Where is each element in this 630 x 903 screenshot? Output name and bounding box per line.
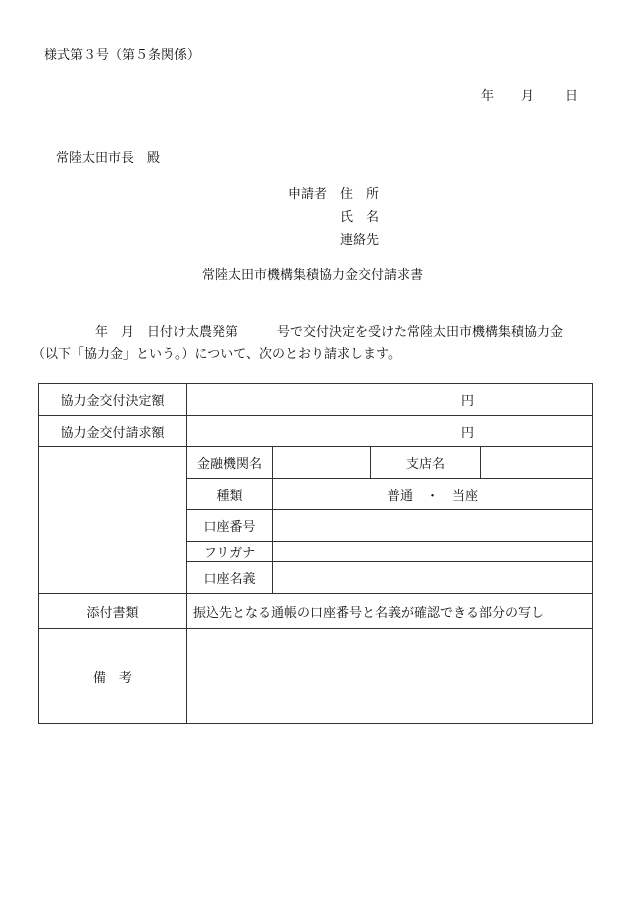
remarks-field[interactable] bbox=[187, 629, 593, 724]
furigana-label: フリガナ bbox=[187, 542, 273, 562]
body-line-2: （以下「協力金」という。）について、次のとおり請求します。 bbox=[32, 347, 401, 362]
account-type-options[interactable]: 普通 ・ 当座 bbox=[273, 479, 593, 510]
date-year: 年 bbox=[481, 89, 495, 104]
remarks-row bbox=[39, 629, 593, 724]
date-day: 日 bbox=[565, 89, 579, 104]
attachments-value: 振込先となる通帳の口座番号と名義が確認できる部分の写し bbox=[187, 594, 593, 629]
body-text bbox=[32, 322, 594, 366]
attachments-label: 添付書類 bbox=[39, 594, 187, 629]
applicant-block bbox=[288, 183, 379, 252]
decision-amount-label: 協力金交付決定額 bbox=[39, 384, 187, 416]
applicant-contact-label: 連絡先 bbox=[340, 233, 380, 248]
request-form-table bbox=[38, 383, 593, 724]
applicant-label: 申請者 bbox=[288, 187, 328, 202]
document-title: 常陸太田市機構集積協力金交付請求書 bbox=[202, 268, 424, 283]
branch-label: 支店名 bbox=[371, 447, 481, 479]
bank-section-blank bbox=[39, 447, 187, 594]
applicant-name-label: 氏 名 bbox=[340, 210, 380, 225]
form-number: 様式第３号（第５条関係） bbox=[44, 48, 201, 63]
request-amount-label: 協力金交付請求額 bbox=[39, 416, 187, 447]
date-line bbox=[481, 85, 578, 104]
bank-row bbox=[39, 447, 593, 479]
account-number-field[interactable] bbox=[273, 510, 593, 542]
account-holder-field[interactable] bbox=[273, 562, 593, 594]
branch-field[interactable] bbox=[481, 447, 593, 479]
request-amount-row bbox=[39, 416, 593, 447]
date-month: 月 bbox=[521, 89, 535, 104]
decision-amount-field[interactable]: 円 bbox=[187, 384, 593, 416]
account-type-label: 種類 bbox=[187, 479, 273, 510]
decision-amount-row bbox=[39, 384, 593, 416]
account-number-label: 口座番号 bbox=[187, 510, 273, 542]
attachments-row bbox=[39, 594, 593, 629]
account-holder-label: 口座名義 bbox=[187, 562, 273, 594]
bank-name-label: 金融機関名 bbox=[187, 447, 273, 479]
bank-name-field[interactable] bbox=[273, 447, 371, 479]
addressee: 常陸太田市長 殿 bbox=[56, 151, 161, 166]
remarks-label: 備 考 bbox=[39, 629, 187, 724]
applicant-address-label: 住 所 bbox=[340, 187, 380, 202]
request-amount-field[interactable]: 円 bbox=[187, 416, 593, 447]
body-line-1: 年 月 日付け太農発第 号で交付決定を受けた常陸太田市機構集積協力金 bbox=[95, 325, 564, 340]
furigana-field[interactable] bbox=[273, 542, 593, 562]
